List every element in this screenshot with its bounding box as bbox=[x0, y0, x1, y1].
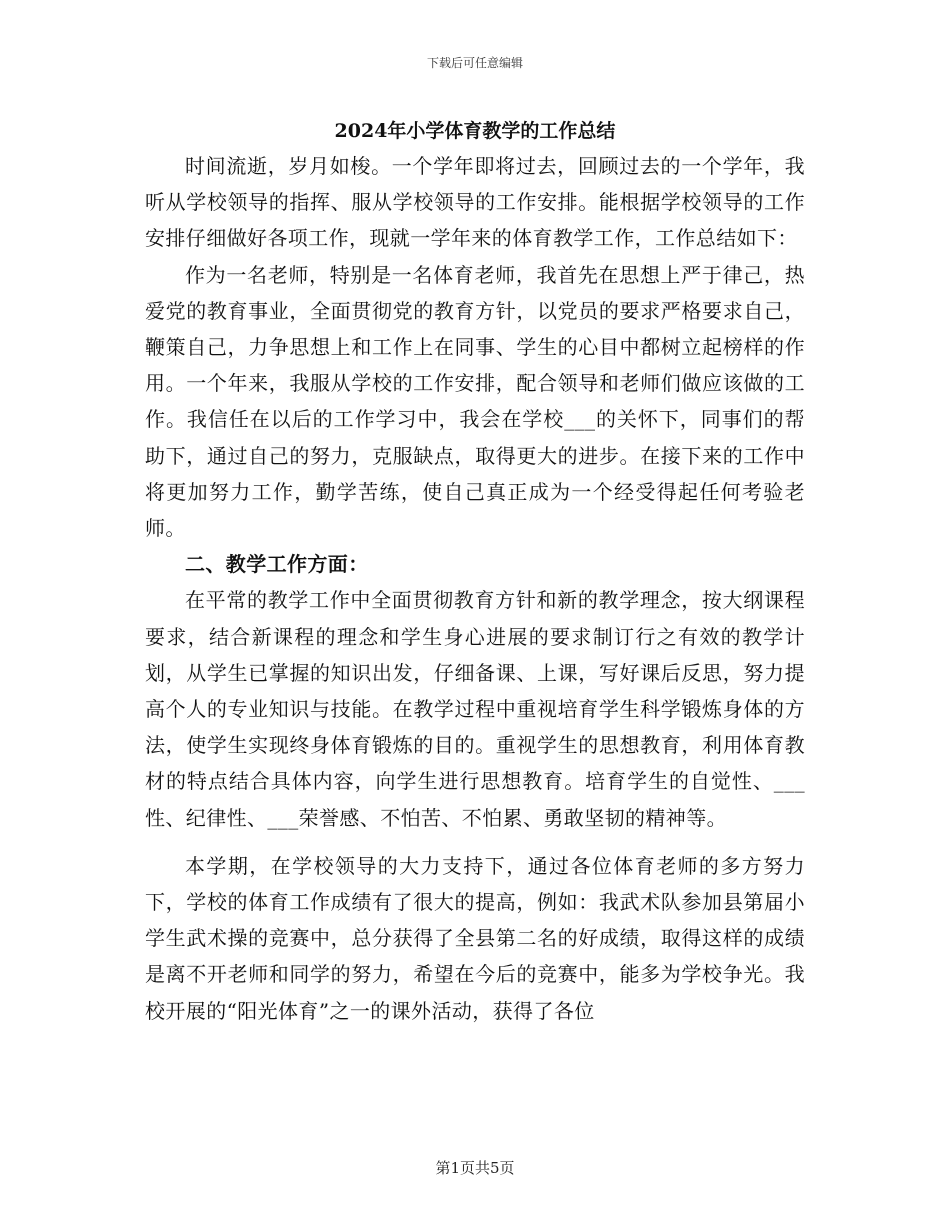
paragraph-teaching: 在平常的教学工作中全面贯彻教育方针和新的教学理念，按大纲课程要求，结合新课程的理念和学生身心进展的要求制订行之有效的教学计划，从学生已掌握的知识出发，仔细备课、上课，写好课后反思，努力提高个人的专业知识与技能。在教学过程中重视培育学生科学锻炼身体的方法，使学生实现终身体育锻炼的目的。重视学生的思想教育，利用体育教材的特点结合具体内容，向学生进行思想教育。培育学生的自觉性、___性、纪律性、___荣誉感、不怕苦、不怕累、勇敢坚韧的精神等。 bbox=[145, 588, 805, 830]
paragraph-ideology: 作为一名老师，特别是一名体育老师，我首先在思想上严于律己，热爱党的教育事业，全面贯彻党的教育方针，以党员的要求严格要求自己，鞭策自己，力争思想上和工作上在同事、学生的心目中都树立起榜样的作用。一个年来，我服从学校的工作安排，配合领导和老师们做应该做的工作。我信任在以后的工作学习中，我会在学校___的关怀下，同事们的帮助下，通过自己的努力，克服缺点，取得更大的进步。在接下来的工作中将更加努力工作，勤学苦练，使自己真正成为一个经受得起任何考验老师。 bbox=[145, 262, 805, 541]
paragraph-intro: 时间流逝，岁月如梭。一个学年即将过去，回顾过去的一个学年，我听从学校领导的指挥、服从学校领导的工作安排。能根据学校领导的工作安排仔细做好各项工作，现就一学年来的体育教学工作，工作总结如下： bbox=[145, 154, 805, 251]
page-header-note: 下载后可任意编辑 bbox=[426, 56, 523, 70]
document-body bbox=[145, 148, 805, 1029]
paragraph-gap bbox=[145, 836, 805, 848]
document-title: 2024年小学体育教学的工作总结 bbox=[334, 120, 616, 142]
page-footer-page-number: 第1页共5页 bbox=[435, 1159, 515, 1177]
section-heading-teaching: 二、教学工作方面： bbox=[185, 552, 369, 577]
paragraph-achievements: 本学期，在学校领导的大力支持下，通过各位体育老师的多方努力下，学校的体育工作成绩有了很大的提高，例如：我武术队参加县第届小学生武术操的竞赛中，总分获得了全县第二名的好成绩，取得这样的成绩是离不开老师和同学的努力，希望在今后的竞赛中，能多为学校争光。我校开展的“阳光体育”之一的课外活动，获得了各位 bbox=[145, 853, 805, 1023]
